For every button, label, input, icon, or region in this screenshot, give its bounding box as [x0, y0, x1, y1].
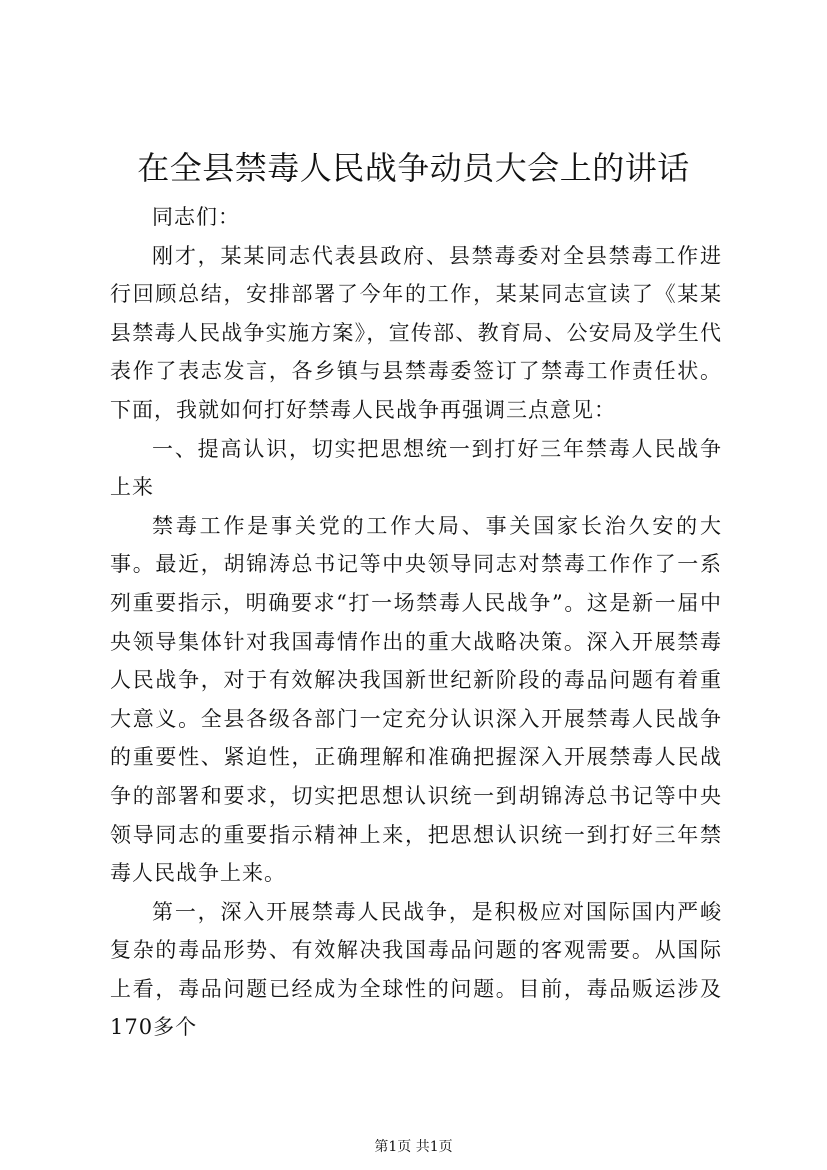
page-number-footer: 第1页 共1页	[374, 1139, 453, 1155]
section-heading-1: 一、提高认识，切实把思想统一到打好三年禁毒人民战争上来	[110, 436, 722, 500]
paragraph-intro: 刚才，某某同志代表县政府、县禁毒委对全县禁毒工作进行回顾总结，安排部署了今年的工作，某某同志宣读了《某某县禁毒人民战争实施方案》，宣传部、教育局、公安局及学生代表作了表志发言，各乡镇与县禁毒委签订了禁毒工作责任状。下面，我就如何打好禁毒人民战争再强调三点意见：	[110, 243, 722, 422]
document-title: 在全县禁毒人民战争动员大会上的讲话	[137, 149, 690, 187]
paragraph-importance: 禁毒工作是事关党的工作大局、事关国家长治久安的大事。最近，胡锦涛总书记等中央领导同志对禁毒工作作了一系列重要指示，明确要求“打一场禁毒人民战争”。这是新一届中央领导集体针对我国毒情作出的重大战略决策。深入开展禁毒人民战争，对于有效解决我国新世纪新阶段的毒品问题有着重大意义。全县各级各部门一定充分认识深入开展禁毒人民战争的重要性、紧迫性，正确理解和准确把握深入开展禁毒人民战争的部署和要求，切实把思想认识统一到胡锦涛总书记等中央领导同志的重要指示精神上来，把思想认识统一到打好三年禁毒人民战争上来。	[110, 513, 722, 886]
paragraph-first-point: 第一，深入开展禁毒人民战争，是积极应对国际国内严峻复杂的毒品形势、有效解决我国毒品问题的客观需要。从国际上看，毒品问题已经成为全球性的问题。目前，毒品贩运涉及170多个	[110, 899, 722, 1040]
salutation: 同志们：	[152, 205, 240, 229]
document-body	[110, 198, 722, 1047]
